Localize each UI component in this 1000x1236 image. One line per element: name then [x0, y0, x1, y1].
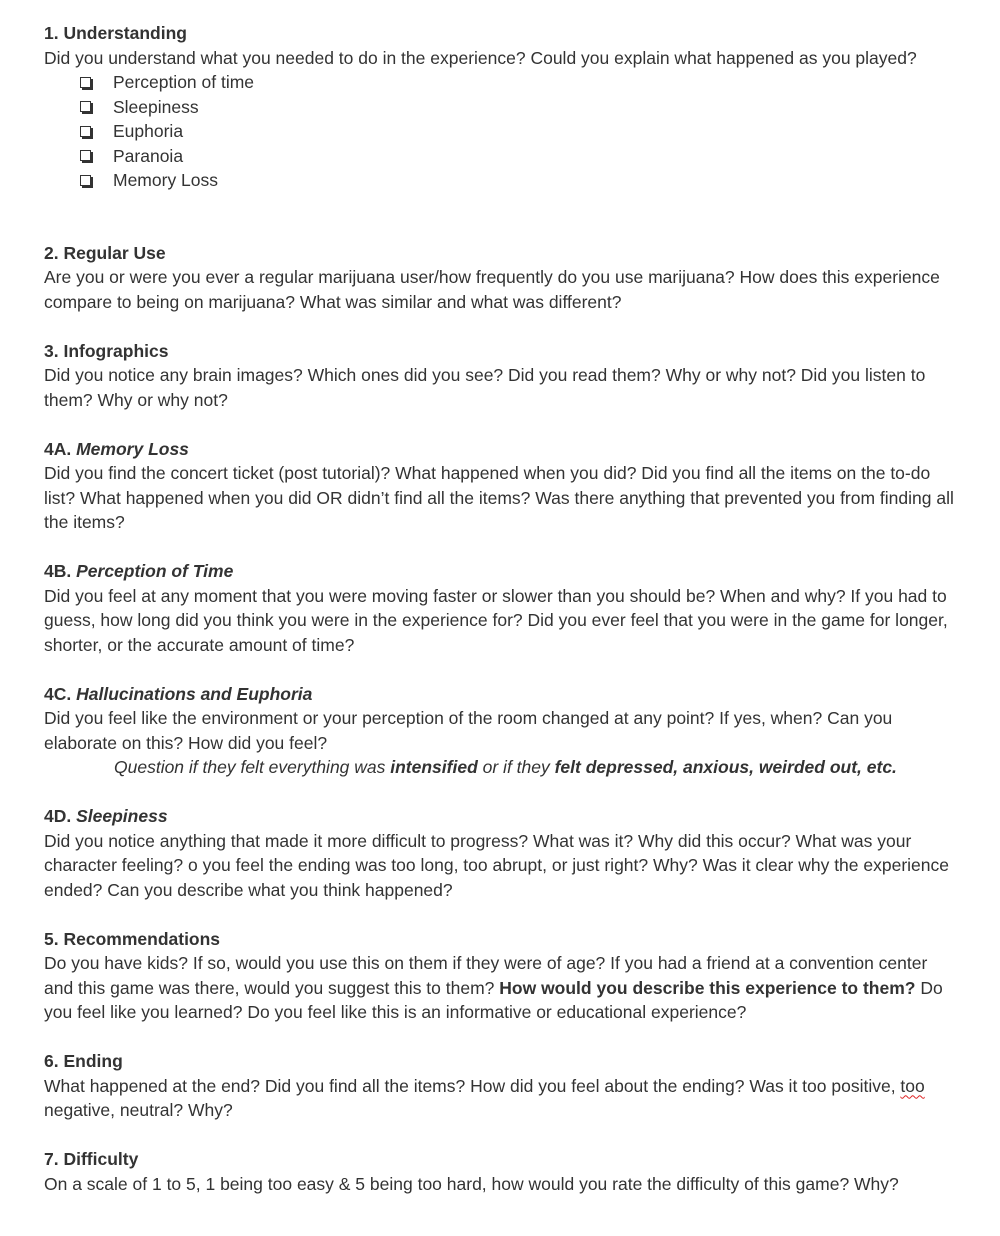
section-text: Did you feel like the environment or your perception of the room changed at any point? If yes, when? Can you elaborate on this? How did you feel? — [44, 708, 893, 753]
section-heading — [44, 1049, 954, 1074]
checkbox-icon[interactable] — [80, 77, 91, 88]
checkbox-icon[interactable] — [80, 126, 91, 137]
section-heading — [44, 682, 954, 707]
section-heading — [44, 1147, 954, 1172]
section-title: Ending — [63, 1051, 123, 1071]
section-heading — [44, 437, 954, 462]
checklist-item[interactable] — [80, 144, 954, 169]
spacer — [44, 1123, 954, 1148]
section-number: 4A. — [44, 438, 72, 459]
section-perception-of-time — [44, 559, 954, 657]
spacer — [44, 902, 954, 927]
section-text — [44, 951, 954, 1025]
section-number: 4B. — [44, 561, 72, 581]
checklist — [44, 70, 954, 193]
section-title: Understanding — [63, 23, 187, 43]
section-text: Did you find the concert ticket (post tutorial)? What happened when you did? Did you find all the items on the to-do list? What happened when you did OR didn’t find all the items? Was there anything that prevented you from finding all the items? — [44, 463, 954, 532]
spacer — [44, 412, 954, 437]
section-title: Perception of Time — [76, 561, 234, 581]
section-text-part: Do you feel like you learned? Do you feel like this is an informative or educational experience? — [44, 977, 943, 1022]
section-title: Sleepiness — [76, 806, 168, 826]
section-title: Hallucinations and Euphoria — [76, 683, 313, 704]
section-number: 1. — [44, 23, 59, 43]
section-heading — [44, 804, 954, 829]
section-text: Did you notice anything that made it more difficult to progress? What was it? Why did this occur? What was your character feeling? o you feel the ending was too long, too abrupt, or just right? Why? Was it clear why the experience ended? Can you describe what you think happened? — [44, 830, 949, 900]
section-heading — [44, 339, 954, 364]
section-heading — [44, 241, 954, 266]
questionnaire-document — [44, 21, 954, 1196]
checklist-item[interactable] — [80, 70, 954, 95]
section-text: On a scale of 1 to 5, 1 being too easy & 5 being too hard, how would you rate the difficulty of this game? Why? — [44, 1173, 899, 1194]
checklist-item[interactable] — [80, 95, 954, 120]
section-ending — [44, 1049, 954, 1123]
section-text: Are you or were you ever a regular marijuana user/how frequently do you use marijuana? How does this experience compare to being on marijuana? What was similar and what was different? — [44, 267, 940, 312]
section-hallucinations-euphoria — [44, 682, 954, 780]
checklist-item[interactable] — [80, 168, 954, 193]
note-bold-text: felt depressed, anxious, weirded out, etc. — [554, 757, 897, 777]
section-sleepiness — [44, 804, 954, 902]
checklist-item-label: Sleepiness — [113, 96, 199, 117]
checklist-item-label: Paranoia — [113, 145, 184, 166]
spacer — [44, 535, 954, 560]
section-text-part: negative, neutral? Why? — [44, 1100, 233, 1120]
note-text: Question if they felt everything was — [114, 757, 391, 777]
spellcheck-flagged-word[interactable]: too — [900, 1075, 925, 1096]
checkbox-icon[interactable] — [80, 101, 91, 112]
interviewer-note — [44, 755, 954, 780]
section-memory-loss — [44, 437, 954, 535]
note-text: or if they — [477, 757, 555, 777]
checkbox-icon[interactable] — [80, 175, 91, 186]
section-title: Infographics — [63, 340, 169, 361]
section-number: 3. — [44, 340, 59, 361]
section-heading — [44, 559, 954, 584]
section-title: Regular Use — [63, 242, 166, 263]
spacer — [44, 314, 954, 339]
section-number: 4D. — [44, 806, 72, 826]
section-text-part: Do you have kids? If so, would you use this on them if they were of age? If you had a friend at a convention center and this game was there, would you suggest this to them? — [44, 953, 928, 998]
section-text: Did you feel at any moment that you were moving faster or slower than you should be? When and why? If you had to guess, how long did you think you were in the experience for? Did you ever feel that you were in the game for longer, shorter, or the accurate amount of time? — [44, 585, 948, 655]
checklist-item-label: Euphoria — [113, 121, 184, 141]
section-text-bold: How would you describe this experience to them? — [499, 977, 916, 998]
section-title: Recommendations — [63, 928, 221, 949]
section-title: Memory Loss — [76, 438, 189, 459]
section-infographics — [44, 339, 954, 413]
checklist-item[interactable] — [80, 119, 954, 144]
section-text: Did you notice any brain images? Which ones did you see? Did you read them? Why or why not? Did you listen to them? Why or why not? — [44, 365, 926, 410]
section-heading — [44, 21, 954, 46]
section-number: 5. — [44, 928, 59, 949]
section-text-part: What happened at the end? Did you find all the items? How did you feel about the ending? Was it too positive, — [44, 1075, 901, 1096]
section-title: Difficulty — [63, 1149, 139, 1169]
section-number: 6. — [44, 1051, 59, 1071]
spacer — [44, 780, 954, 805]
section-text: Did you understand what you needed to do in the experience? Could you explain what happened as you played? — [44, 47, 917, 68]
section-number: 7. — [44, 1149, 59, 1169]
section-text — [44, 1074, 954, 1123]
section-number: 2. — [44, 242, 59, 263]
note-bold-text: intensified — [390, 757, 478, 777]
section-heading — [44, 927, 954, 952]
section-difficulty — [44, 1147, 954, 1196]
section-number: 4C. — [44, 683, 72, 704]
section-regular-use — [44, 241, 954, 315]
section-understanding — [44, 21, 954, 193]
spacer — [44, 1025, 954, 1050]
checkbox-icon[interactable] — [80, 150, 91, 161]
spacer — [44, 657, 954, 682]
section-recommendations — [44, 927, 954, 1025]
checklist-item-label: Perception of time — [113, 72, 255, 92]
checklist-item-label: Memory Loss — [113, 170, 219, 190]
spacer — [44, 193, 954, 241]
